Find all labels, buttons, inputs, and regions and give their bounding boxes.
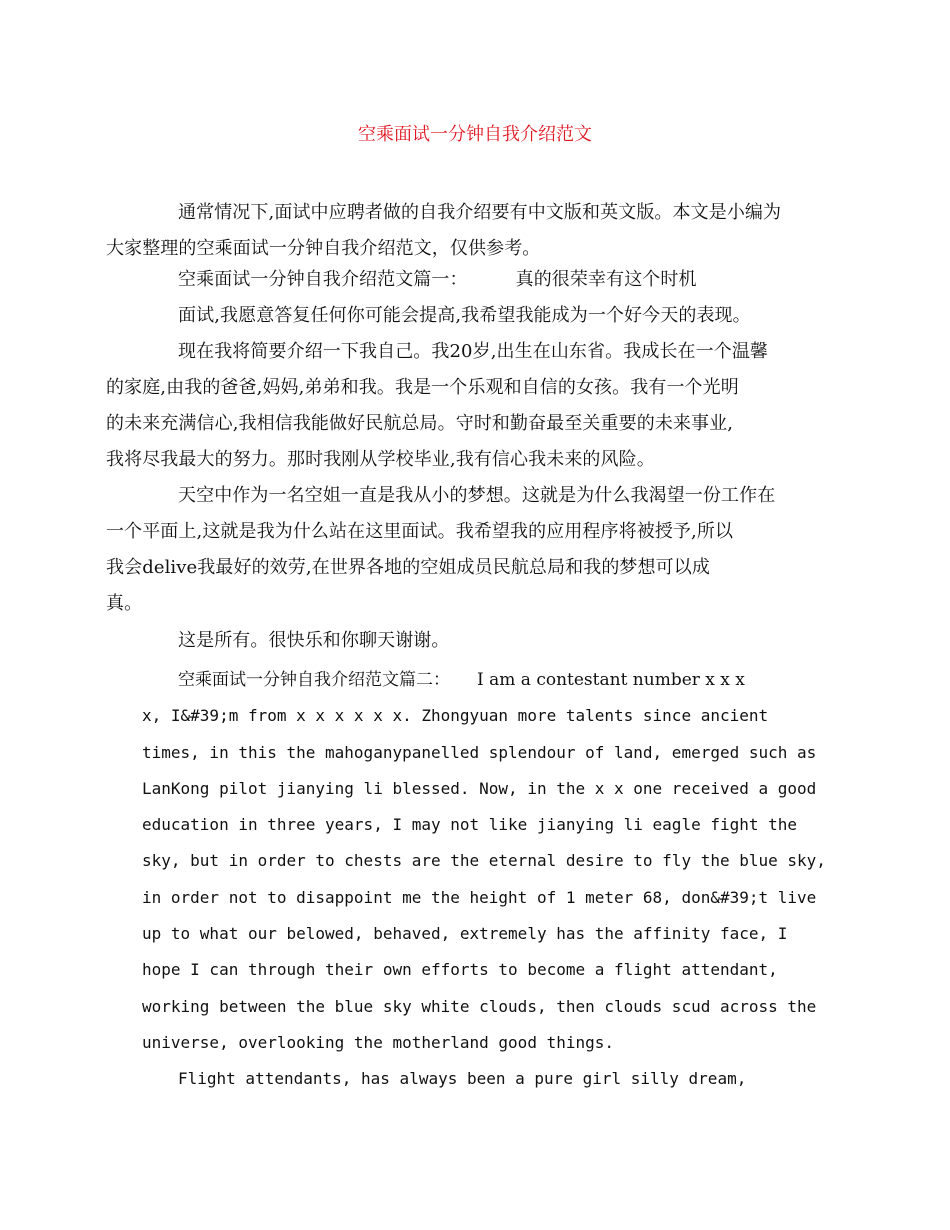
paragraph-interview [142,298,808,334]
section-heading-part-one [142,262,808,298]
english-line: education in three years, I may not like jianying li eagle fight the [142,815,798,835]
paragraph-line: 这是所有。很快乐和你聊天谢谢。 [178,630,450,651]
paragraph-line: 面试,我愿意答复任何你可能会提高,我希望我能成为一个好今天的表现。 [178,305,751,326]
paragraph-self-intro [106,334,808,478]
english-line: sky, but in order to chests are the eternal desire to fly the blue sky, [142,851,826,871]
english-section [142,662,826,1098]
english-line-heading: 空乘面试一分钟自我介绍范文篇二： I am a contestant number x x x [178,670,745,690]
paragraph-line: 一个平面上,这就是我为什么站在这里面试。我希望我的应用程序将被授予,所以 [106,521,734,542]
paragraph-closing [142,623,808,659]
paragraph-line: 通常情况下,面试中应聘者做的自我介绍要有中文版和英文版。本文是小编为 [178,202,782,223]
document-title: 空乘面试一分钟自我介绍范文 [358,124,592,145]
section-heading-text: 真的很荣幸有这个时机 [515,269,697,290]
paragraph-intro [106,195,808,267]
paragraph-line: 大家整理的空乘面试一分钟自我介绍范文，仅供参考。 [106,238,541,259]
paragraph-dream [106,478,808,622]
paragraph-line: 的未来充满信心,我相信我能做好民航总局。守时和勤奋最至关重要的未来事业, [106,413,734,434]
english-line: hope I can through their own efforts to become a flight attendant, [142,960,778,980]
paragraph-line: 现在我将简要介绍一下我自己。我20岁,出生在山东省。我成长在一个温馨 [178,341,769,362]
paragraph-line: 我会delive我最好的效劳,在世界各地的空姐成员民航总局和我的梦想可以成 [106,557,710,578]
english-line: LanKong pilot jianying li blessed. Now, in the x x one received a good [142,778,817,798]
english-line: up to what our belowed, behaved, extremely has the affinity face, I [142,924,788,944]
paragraph-line: 我将尽我最大的努力。那时我刚从学校毕业,我有信心我未来的风险。 [106,449,655,470]
english-line: Flight attendants, has always been a pure girl silly dream, [178,1069,747,1089]
english-line: times, in this the mahoganypanelled splendour of land, emerged such as [142,742,817,762]
section-heading-label: 空乘面试一分钟自我介绍范文篇一： [178,269,468,290]
paragraph-line: 的家庭,由我的爸爸,妈妈,弟弟和我。我是一个乐观和自信的女孩。我有一个光明 [106,377,739,398]
english-line: working between the blue sky white clouds, then clouds scud across the [142,996,817,1016]
english-line: universe, overlooking the motherland good things. [142,1032,615,1052]
english-line: in order not to disappoint me the height of 1 meter 68, don&#39;t live [142,887,817,907]
paragraph-line: 真。 [106,593,143,614]
paragraph-line: 天空中作为一名空姐一直是我从小的梦想。这就是为什么我渴望一份工作在 [178,485,776,506]
english-line: x, I&#39;m from x x x x x x. Zhongyuan more talents since ancient [142,706,769,726]
